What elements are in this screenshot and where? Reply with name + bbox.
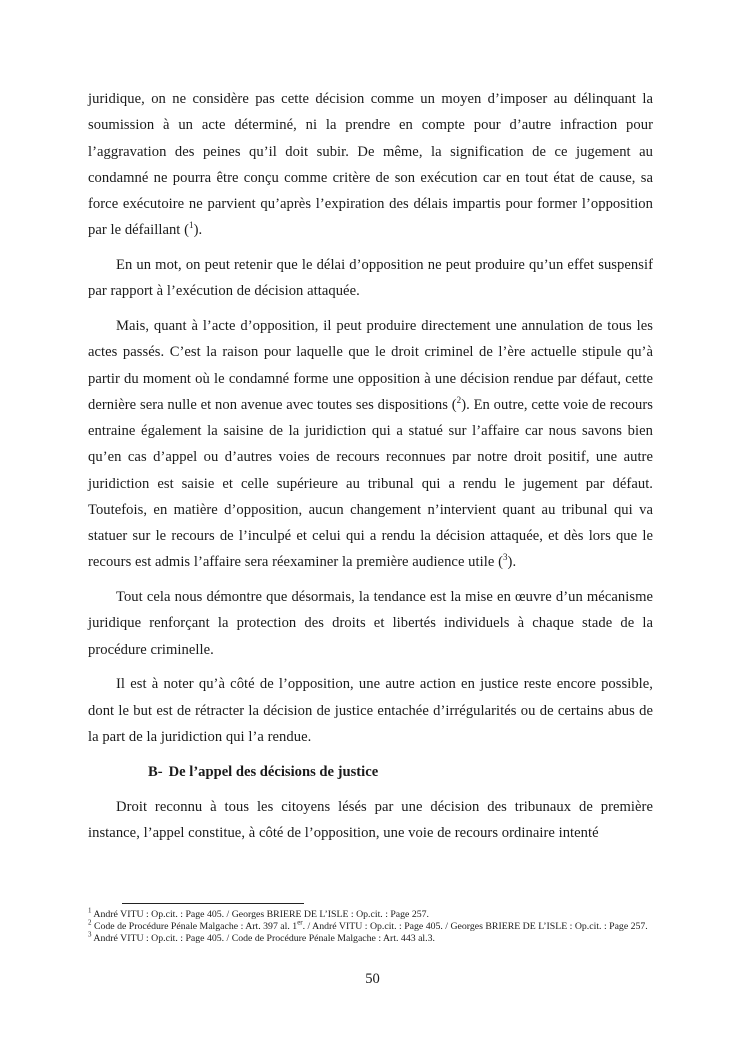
footnote-separator <box>122 903 304 904</box>
body-paragraph: Droit reconnu à tous les citoyens lésés par une décision des tribunaux de première instance, l’appel constitue, à côté de l’opposition, une voie de recours ordinaire intenté <box>88 798 653 841</box>
page-body <box>88 86 653 855</box>
section-heading <box>148 759 653 785</box>
footnote: $^1$ André VITU : Op.cit. : Page 405. / Georges BRIERE DE L’ISLE : Op.cit. : Page 257. <box>88 906 429 920</box>
footnote: $^3$ André VITU : Op.cit. : Page 405. / Code de Procédure Pénale Malgache : Art. 443 al.3. <box>88 930 435 944</box>
page-number: 50 <box>365 971 380 987</box>
body-paragraph: Tout cela nous démontre que désormais, la tendance est la mise en œuvre d’un mécanisme juridique renforçant la protection des droits et libertés individuels à chaque stade de la procédure criminelle. <box>88 589 653 658</box>
footnote-ref[interactable]: 1 <box>189 220 194 231</box>
section-number: B- <box>148 763 163 780</box>
section-title: De l’appel des décisions de justice <box>168 763 379 780</box>
footnotes <box>88 906 653 945</box>
footnote: $^2$ Code de Procédure Pénale Malgache : Art. 397 al. 1er. / André VITU : Op.cit. : Page 405. / Georges BRIERE DE L’ISLE : Op.cit. : Page 257. <box>88 918 648 932</box>
footnote-ref[interactable]: 2 <box>456 394 462 405</box>
body-paragraph: En un mot, on peut retenir que le délai d’opposition ne peut produire qu’un effet suspensif par rapport à l’exécution de décision attaquée. <box>88 257 653 300</box>
body-paragraph: Il est à noter qu’à côté de l’opposition, une autre action en justice reste encore possible, dont le but est de rétracter la décision de justice entachée d’irrégularités ou de certains abus de la part de la juridiction qui l’a rendue. <box>88 676 653 745</box>
body-paragraph: juridique, on ne considère pas cette décision comme un moyen d’imposer au délinquant la soumission à un acte déterminé, ni la prendre en compte pour d’autre infraction pour l’aggravation des peines qu’il doit subir. De même, la signification de ce jugement au condamné ne pourra être conçu comme critère de son exécution car en tout état de cause, sa force exécutoire ne parvient qu’après l’expiration des délais impartis pour former l’opposition par le défaillant ($^1$). <box>88 91 653 239</box>
body-paragraph: Mais, quant à l’acte d’opposition, il peut produire directement une annulation de tous les actes passés. C’est la raison pour laquelle que le droit criminel de l’ère actuelle stipule qu’à partir du moment où le condamné forme une opposition à une décision rendue par défaut, cette dernière sera nulle et non avenue avec toutes ses dispositions ($^2$). En outre, cette voie de recours entraine également la saisine de la juridiction qui a statué sur l’affaire car nous savons bien qu’en cas d’appel ou d’autres voies de recours reconnues par notre droit positif, une autre juridiction est saisie et celle supérieure au tribunal qui a rendu le jugement par défaut. Toutefois, en matière d’opposition, aucun changement n’intervient quant au tribunal qui va statuer sur le recours de l’inculpé et celui qui a rendu la décision attaquée, et dès lors que le recours est admis l’affaire sera réexaminer la première audience utile ($^3$). <box>88 318 653 571</box>
footnote-ref[interactable]: 3 <box>502 552 508 563</box>
